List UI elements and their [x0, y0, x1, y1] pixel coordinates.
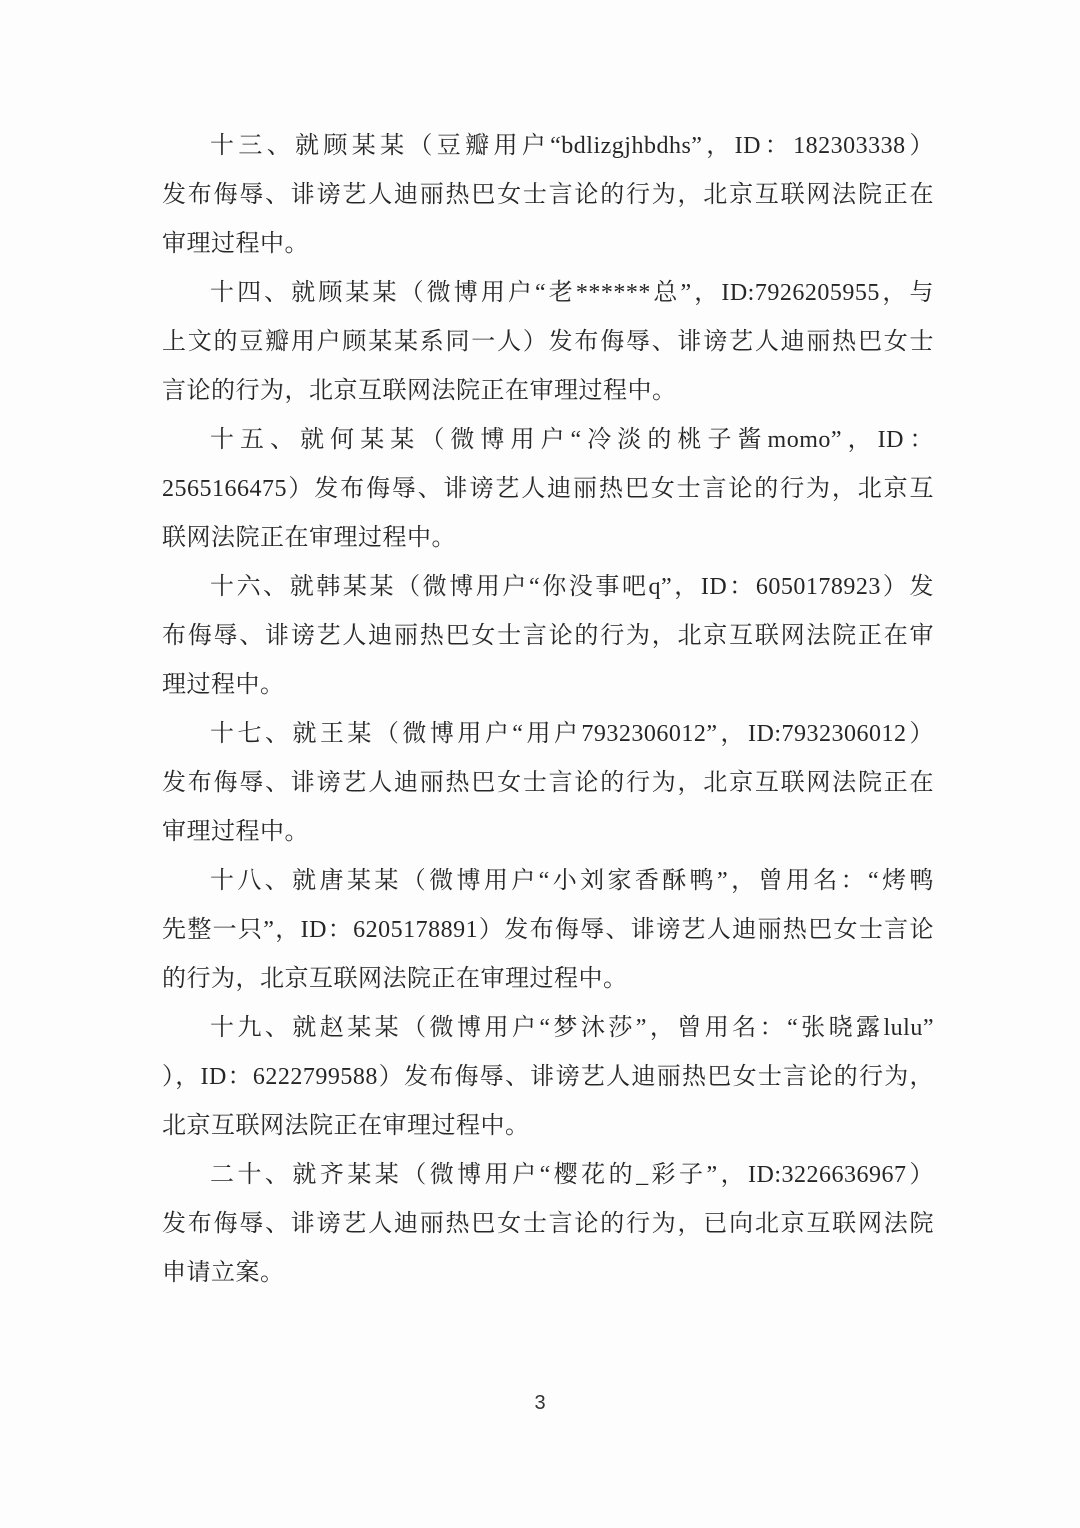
text-line: 发布侮辱、诽谤艺人迪丽热巴女士言论的行为，北京互联网法院正在: [162, 770, 934, 796]
paragraph: [162, 416, 934, 563]
text-line: 布侮辱、诽谤艺人迪丽热巴女士言论的行为，北京互联网法院正在审: [162, 623, 934, 649]
text-line: 理过程中。: [162, 672, 285, 698]
text-line: ），ID：6222799588）发布侮辱、诽谤艺人迪丽热巴女士言论的行为，: [162, 1064, 934, 1090]
page-number: 3: [534, 1392, 546, 1414]
text-line: 先整一只”，ID：6205178891）发布侮辱、诽谤艺人迪丽热巴女士言论: [162, 917, 934, 943]
paragraph: [162, 1151, 934, 1298]
text-line: 十三、就顾某某（豆瓣用户“bdlizgjhbdhs”，ID：182303338）: [210, 133, 934, 159]
text-line: 北京互联网法院正在审理过程中。: [162, 1113, 530, 1139]
text-line: 审理过程中。: [162, 819, 309, 845]
text-line: 十九、就赵某某（微博用户“梦沐莎”，曾用名：“张晓露lulu”: [210, 1015, 934, 1041]
paragraph: [162, 710, 934, 857]
text-line: 审理过程中。: [162, 231, 309, 257]
text-line: 十七、就王某（微博用户“用户7932306012”，ID:7932306012）: [210, 721, 934, 747]
text-line: 十八、就唐某某（微博用户“小刘家香酥鸭”，曾用名：“烤鸭: [210, 868, 934, 894]
text-line: 申请立案。: [162, 1260, 285, 1286]
text-line: 二十、就齐某某（微博用户“樱花的_彩子”，ID:3226636967）: [210, 1162, 934, 1188]
paragraph: [162, 269, 934, 416]
page-footer: [0, 1392, 1080, 1415]
text-line: 发布侮辱、诽谤艺人迪丽热巴女士言论的行为，已向北京互联网法院: [162, 1211, 934, 1237]
paragraph: [162, 1004, 934, 1151]
document-body: [162, 122, 934, 1298]
text-line: 联网法院正在审理过程中。: [162, 525, 456, 551]
paragraph: [162, 563, 934, 710]
text-line: 上文的豆瓣用户顾某某系同一人）发布侮辱、诽谤艺人迪丽热巴女士: [162, 329, 934, 355]
paragraph: [162, 857, 934, 1004]
text-line: 十四、就顾某某（微博用户“老******总”，ID:7926205955，与: [210, 280, 934, 306]
text-line: 十六、就韩某某（微博用户“你没事吧q”，ID：6050178923）发: [210, 574, 934, 600]
text-line: 十五、就何某某（微博用户“冷淡的桃子酱momo”，ID：: [210, 427, 934, 453]
paragraph: [162, 122, 934, 269]
text-line: 2565166475）发布侮辱、诽谤艺人迪丽热巴女士言论的行为，北京互: [162, 476, 934, 502]
text-line: 言论的行为，北京互联网法院正在审理过程中。: [162, 378, 677, 404]
text-line: 的行为，北京互联网法院正在审理过程中。: [162, 966, 628, 992]
text-line: 发布侮辱、诽谤艺人迪丽热巴女士言论的行为，北京互联网法院正在: [162, 182, 934, 208]
